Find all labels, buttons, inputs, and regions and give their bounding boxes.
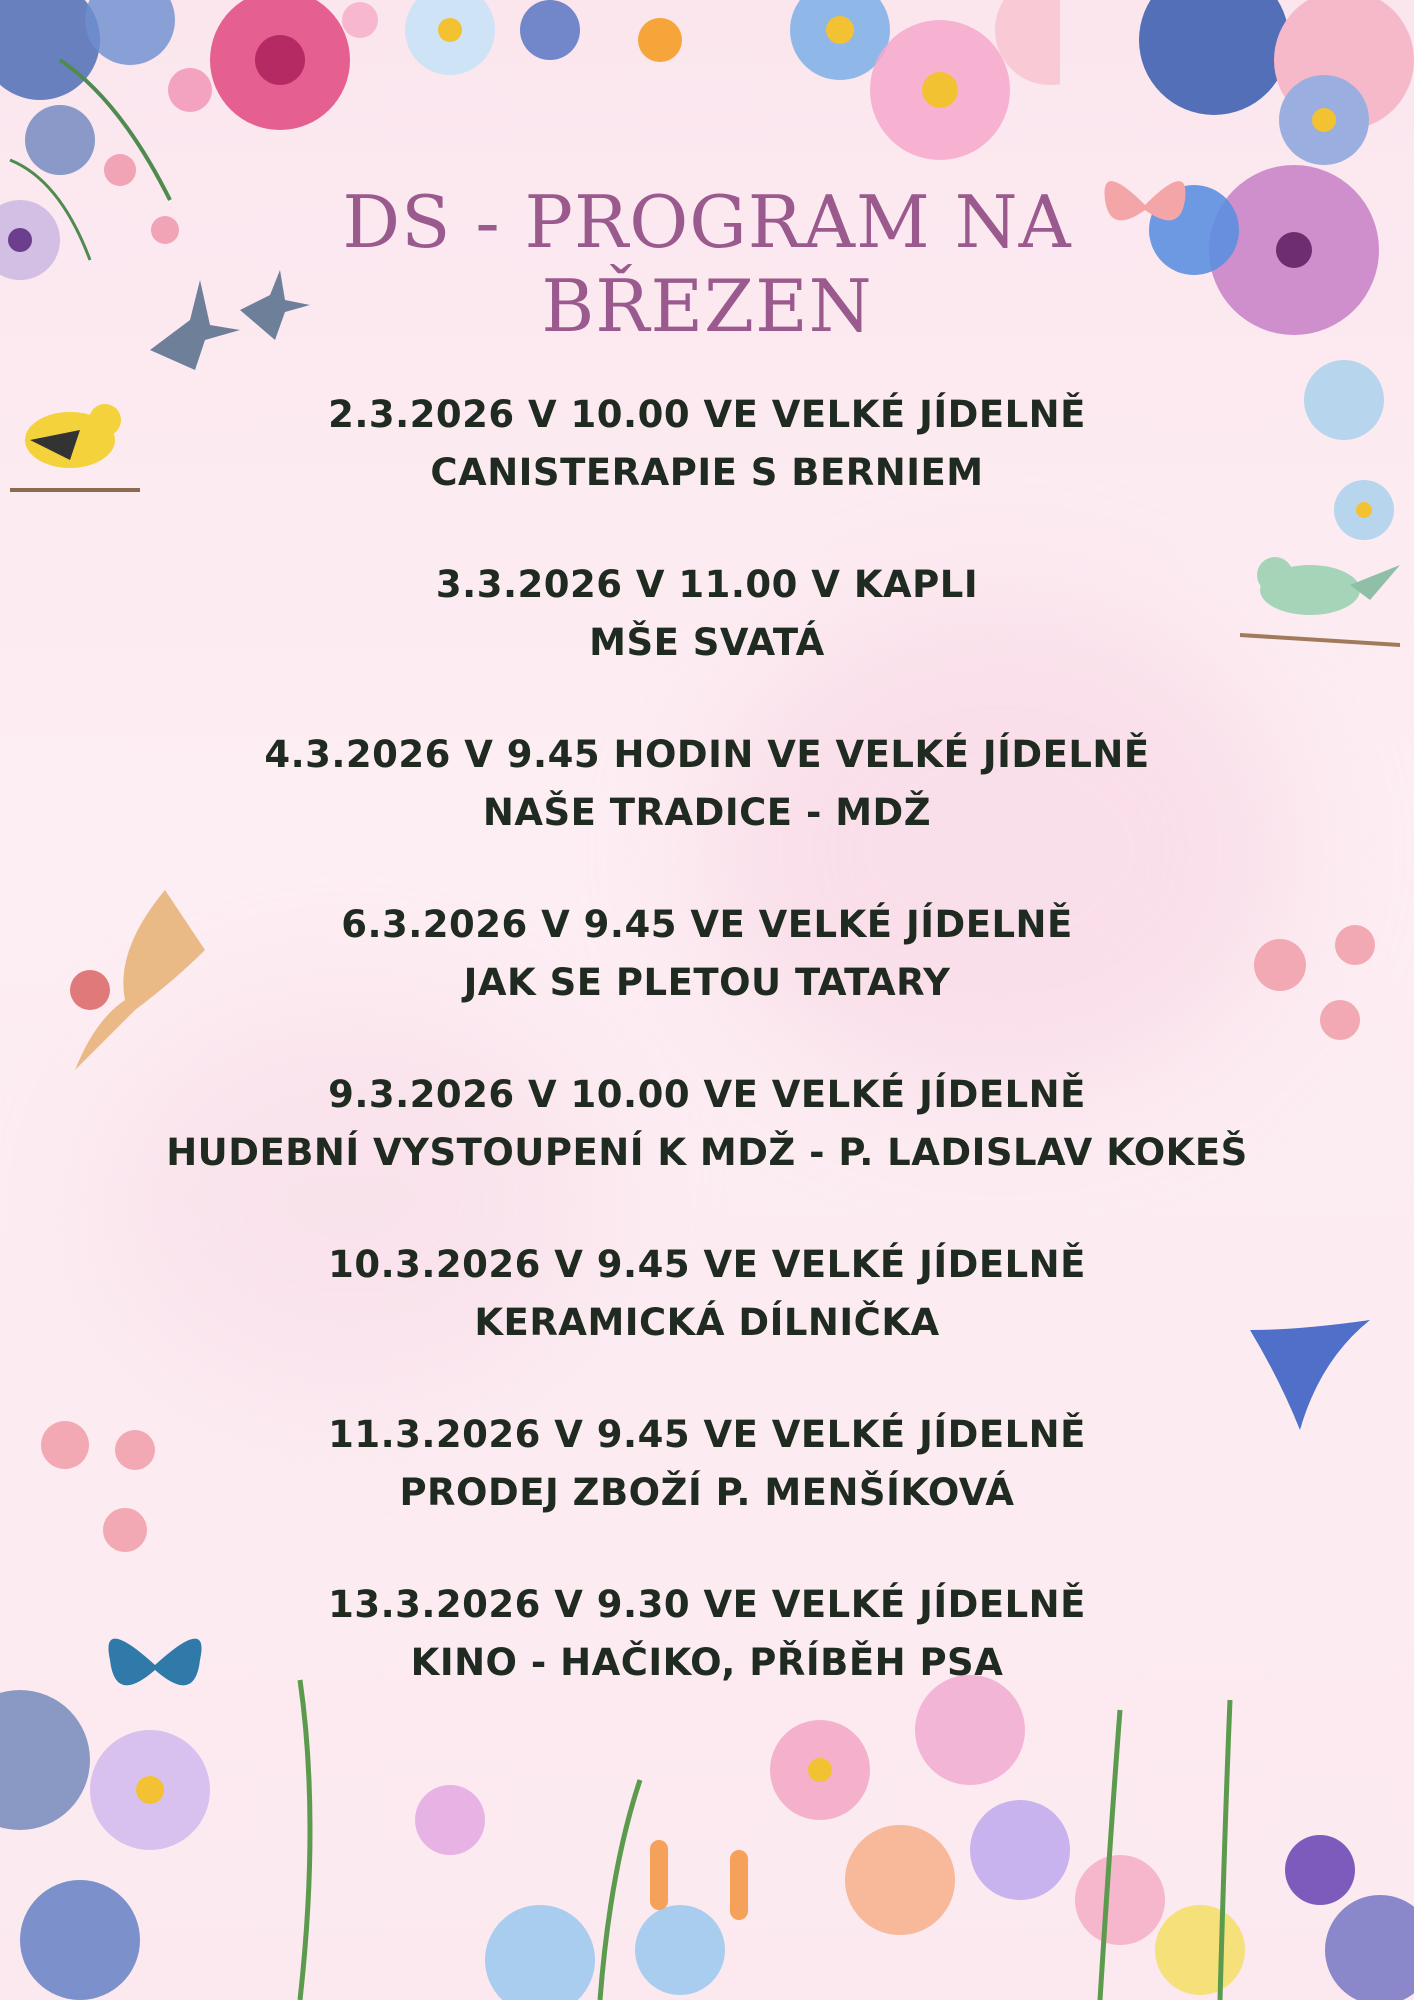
event-when: 10.3.2026 V 9.45 VE VELKÉ JÍDELNĚ [328,1243,1086,1286]
event-what: HUDEBNÍ VYSTOUPENÍ K MDŽ - P. LADISLAV KOKEŠ [166,1131,1248,1174]
event-what: NAŠE TRADICE - MDŽ [482,791,932,834]
event-item [0,1236,1414,1352]
event-when: 13.3.2026 V 9.30 VE VELKÉ JÍDELNĚ [328,1583,1086,1626]
event-item [0,1576,1414,1692]
event-item [0,1066,1414,1182]
event-what: KINO - HAČIKO, PŘÍBĚH PSA [410,1641,1004,1684]
event-what: JAK SE PLETOU TATARY [463,961,951,1004]
event-when: 3.3.2026 V 11.00 V KAPLI [435,563,979,606]
event-what: KERAMICKÁ DÍLNIČKA [474,1301,940,1344]
event-item [0,1406,1414,1522]
page-title-line-1: DS - PROGRAM NA [342,180,1072,264]
event-item [0,556,1414,672]
event-what: MŠE SVATÁ [589,621,825,664]
event-when: 4.3.2026 V 9.45 HODIN VE VELKÉ JÍDELNĚ [264,733,1150,776]
event-when: 9.3.2026 V 10.00 VE VELKÉ JÍDELNĚ [328,1073,1086,1116]
program-list [0,386,1414,1746]
event-when: 11.3.2026 V 9.45 VE VELKÉ JÍDELNĚ [328,1413,1086,1456]
event-when: 2.3.2026 V 10.00 VE VELKÉ JÍDELNĚ [328,393,1086,436]
floral-top-center-decoration [400,0,1060,160]
event-item [0,726,1414,842]
event-what: CANISTERAPIE S BERNIEM [430,451,984,494]
event-what: PRODEJ ZBOŽÍ P. MENŠÍKOVÁ [399,1471,1015,1514]
event-item [0,386,1414,502]
event-item [0,896,1414,1012]
event-when: 6.3.2026 V 9.45 VE VELKÉ JÍDELNĚ [341,903,1073,946]
page-title [0,180,1414,348]
page-title-line-2: BŘEZEN [541,264,873,348]
